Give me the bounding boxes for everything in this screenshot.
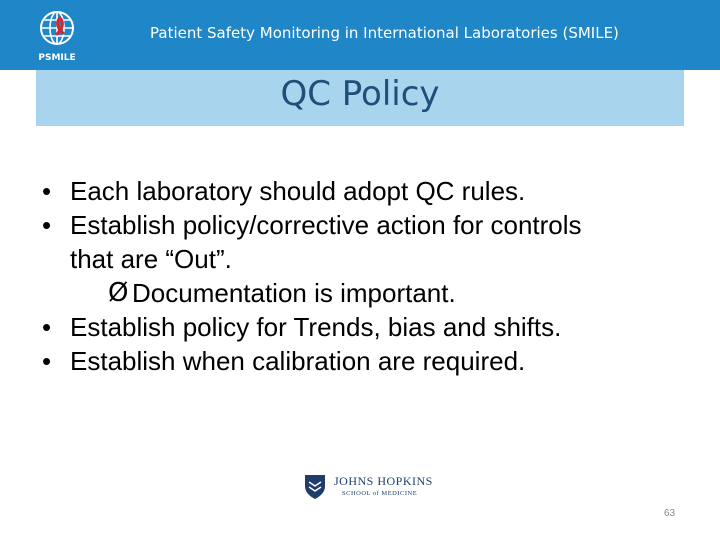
arrow-bullet-icon: Ø [108, 278, 129, 308]
header-bar [0, 0, 720, 70]
bullet-text: Establish policy for Trends, bias and shifts. [70, 312, 562, 342]
page-number: 63 [664, 508, 676, 519]
bullet-item [38, 208, 708, 276]
bullet-text: Each laboratory should adopt QC rules. [70, 176, 526, 206]
logo-text: PSMILE [38, 53, 76, 63]
logo-name: JOHNS HOPKINS [334, 474, 433, 488]
sub-bullet-item [38, 276, 708, 310]
bullet-text: Establish policy/corrective action for controls that are “Out”. [70, 210, 582, 274]
bullet-marker: • [42, 210, 52, 240]
bullet-marker: • [42, 346, 52, 376]
shield-icon [304, 474, 326, 500]
bullet-item [38, 174, 708, 208]
bullet-item [38, 310, 708, 344]
bullet-marker: • [42, 176, 52, 206]
psmile-globe-logo [30, 8, 88, 64]
bullet-item [38, 344, 708, 378]
logo-school: SCHOOL of MEDICINE [342, 490, 418, 497]
sub-bullet-text: Documentation is important. [132, 278, 456, 308]
bullet-list [38, 174, 708, 378]
johns-hopkins-logo [304, 472, 444, 502]
bullet-marker: • [42, 312, 52, 342]
title-bar [36, 70, 684, 126]
slide-title: QC Policy [280, 74, 440, 114]
header-title: Patient Safety Monitoring in International Laboratories (SMILE) [150, 24, 619, 42]
bullet-text: Establish when calibration are required. [70, 346, 526, 376]
